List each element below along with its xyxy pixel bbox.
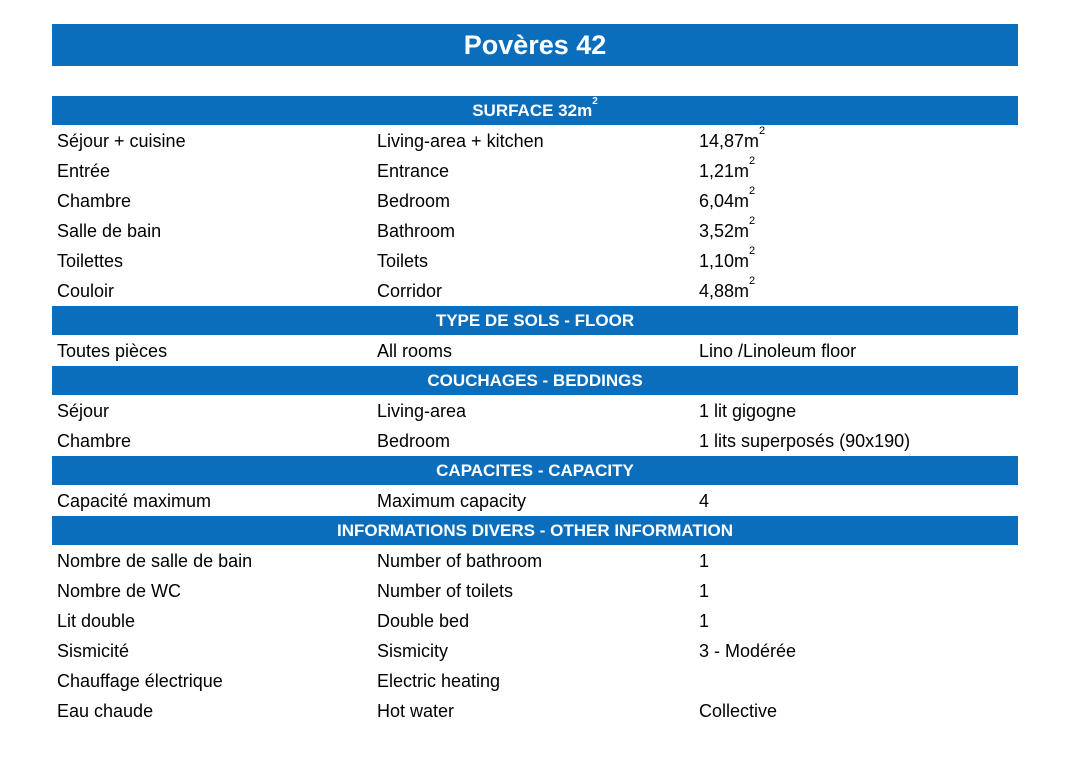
french-label: Chambre: [57, 431, 132, 451]
section-header-surface: [52, 96, 1018, 125]
french-label: Nombre de WC: [57, 581, 182, 601]
english-label: Double bed: [377, 611, 470, 631]
superscript: 2: [759, 125, 766, 137]
value-text: 4,88m: [699, 281, 750, 301]
value: 1: [699, 611, 710, 631]
french-label: Toutes pièces: [57, 341, 168, 361]
value: [699, 276, 755, 306]
french-label: Sismicité: [57, 641, 130, 661]
english-label: Bedroom: [377, 191, 451, 211]
french-label: Nombre de salle de bain: [57, 551, 253, 571]
section-header-floor: TYPE DE SOLS - FLOOR: [52, 306, 1018, 335]
section-header-label: SURFACE 32m: [472, 101, 593, 120]
french-label: Lit double: [57, 611, 136, 631]
french-label: Séjour: [57, 401, 110, 421]
english-label: Bathroom: [377, 221, 456, 241]
superscript: 2: [592, 96, 598, 107]
table-row: [52, 576, 1018, 606]
superscript: 2: [749, 185, 756, 197]
french-label: Couloir: [57, 281, 115, 301]
page-title: Povères 42: [52, 24, 1018, 66]
table-row: [52, 336, 1018, 366]
value: Lino /Linoleum floor: [699, 341, 857, 361]
french-label: Séjour + cuisine: [57, 131, 186, 151]
value: 1: [699, 551, 710, 571]
value-text: 14,87m: [699, 131, 760, 151]
table-row: [52, 246, 1018, 276]
french-label: Toilettes: [57, 251, 124, 271]
value-text: 1,21m: [699, 161, 750, 181]
english-label: Bedroom: [377, 431, 451, 451]
english-label: Number of toilets: [377, 581, 514, 601]
table-row: [52, 606, 1018, 636]
english-label: Entrance: [377, 161, 450, 181]
value: 3 - Modérée: [699, 641, 797, 661]
value: [699, 186, 755, 216]
value: 1 lit gigogne: [699, 401, 797, 421]
value: [699, 246, 755, 276]
english-label: Maximum capacity: [377, 491, 527, 511]
english-label: Living-area: [377, 401, 467, 421]
english-label: Number of bathroom: [377, 551, 543, 571]
table-row: [52, 186, 1018, 216]
english-label: Sismicity: [377, 641, 448, 661]
value: 1 lits superposés (90x190): [699, 431, 911, 451]
english-label: Toilets: [377, 251, 429, 271]
table-row: [52, 126, 1018, 156]
value: Collective: [699, 701, 778, 721]
table-row: [52, 426, 1018, 456]
superscript: 2: [749, 275, 756, 287]
value-text: 6,04m: [699, 191, 750, 211]
english-label: Hot water: [377, 701, 455, 721]
value: [699, 216, 755, 246]
superscript: 2: [749, 155, 756, 167]
value: 4: [699, 491, 710, 511]
table-row: [52, 696, 1018, 726]
superscript: 2: [749, 245, 756, 257]
table-row: [52, 396, 1018, 426]
value: [699, 126, 765, 156]
english-label: Corridor: [377, 281, 443, 301]
french-label: Salle de bain: [57, 221, 162, 241]
value-text: 3,52m: [699, 221, 750, 241]
value: 1: [699, 581, 710, 601]
table-row: [52, 216, 1018, 246]
table-row: [52, 546, 1018, 576]
english-label: Living-area + kitchen: [377, 131, 544, 151]
table-row: [52, 156, 1018, 186]
table-row: [52, 276, 1018, 306]
english-label: All rooms: [377, 341, 453, 361]
section-header-other-information: INFORMATIONS DIVERS - OTHER INFORMATION: [52, 516, 1018, 545]
value: [699, 156, 755, 186]
french-label: Chauffage électrique: [57, 671, 223, 691]
french-label: Capacité maximum: [57, 491, 212, 511]
english-label: Electric heating: [377, 671, 501, 691]
table-row: [52, 666, 1018, 696]
french-label: Chambre: [57, 191, 132, 211]
table-row: [52, 486, 1018, 516]
section-header-capacity: CAPACITES - CAPACITY: [52, 456, 1018, 485]
value-text: 1,10m: [699, 251, 750, 271]
superscript: 2: [749, 215, 756, 227]
table-row: [52, 636, 1018, 666]
property-sheet: [52, 96, 1018, 726]
section-header-beddings: COUCHAGES - BEDDINGS: [52, 366, 1018, 395]
french-label: Entrée: [57, 161, 111, 181]
french-label: Eau chaude: [57, 701, 154, 721]
